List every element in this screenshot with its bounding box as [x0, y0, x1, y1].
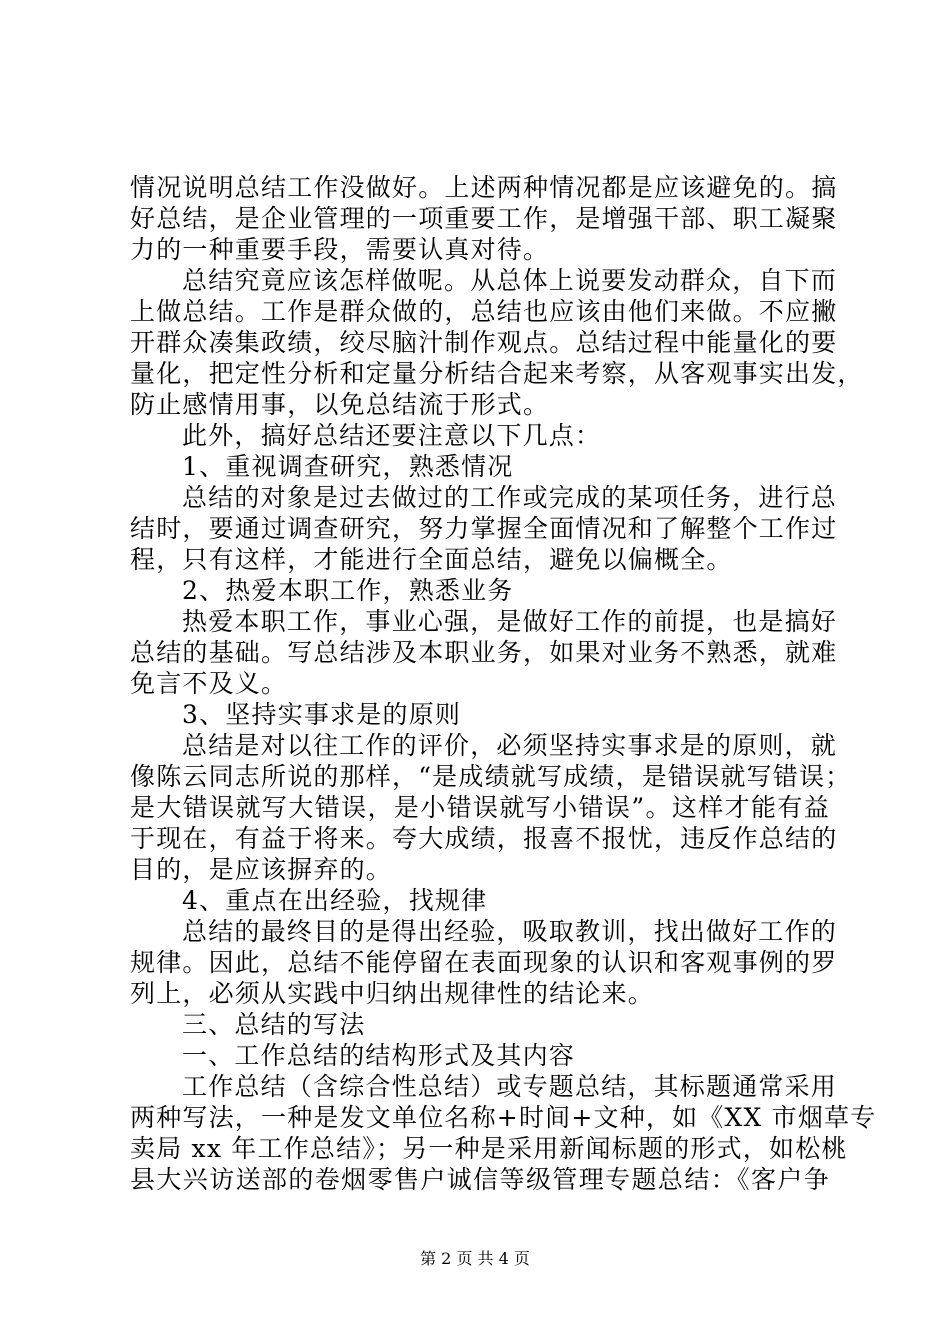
text-line: 好总结，是企业管理的一项重要工作，是增强干部、职工凝聚 [130, 204, 838, 233]
text-line: 列上，必须从实践中归纳出规律性的结论来。 [130, 979, 655, 1008]
text-line: 上做总结。工作是群众做的，总结也应该由他们来做。不应撇 [130, 297, 838, 326]
text-line: 县大兴访送部的卷烟零售户诚信等级管理专题总结：《客户争 [130, 1165, 830, 1194]
text-line: 免言不及义。 [130, 669, 288, 698]
text-line: 总结是对以往工作的评价，必须坚持实事求是的原则，就 [182, 731, 838, 760]
text-line: 于现在，有益于将来。夸大成绩，报喜不报忧，违反作总结的 [130, 824, 838, 853]
text-line: 规律。因此，总结不能停留在表面现象的认识和客观事例的罗 [130, 948, 838, 977]
text-line: 总结的基础。写总结涉及本职业务，如果对业务不熟悉，就难 [130, 638, 838, 667]
text-line: 总结的对象是过去做过的工作或完成的某项任务，进行总 [182, 483, 838, 512]
text-line: 是大错误就写大错误，是小错误就写小错误”。这样才能有益 [130, 793, 830, 822]
text-line: 热爱本职工作，事业心强，是做好工作的前提，也是搞好 [182, 607, 838, 636]
text-line: 三、总结的写法 [182, 1010, 366, 1039]
text-line: 总结究竟应该怎样做呢。从总体上说要发动群众，自下而 [182, 266, 838, 295]
document-body [130, 172, 877, 1195]
text-line: 情况说明总结工作没做好。上述两种情况都是应该避免的。搞 [130, 173, 838, 202]
text-line: 1、重视调查研究，熟悉情况 [182, 452, 514, 481]
text-line: 卖局 xx 年工作总结》；另一种是采用新闻标题的形式，如松桃 [130, 1134, 848, 1163]
text-line: 像陈云同志所说的那样，“是成绩就写成绩，是错误就写错误； [130, 762, 852, 791]
text-line: 4、重点在出经验，找规律 [182, 886, 488, 915]
text-line: 3、坚持实事求是的原则 [182, 700, 462, 729]
text-line: 一、工作总结的结构形式及其内容 [182, 1041, 576, 1070]
text-line: 量化，把定性分析和定量分析结合起来考察，从客观事实出发， [130, 359, 864, 388]
text-line: 结时，要通过调查研究，努力掌握全面情况和了解整个工作过 [130, 514, 838, 543]
text-line: 总结的最终目的是得出经验，吸取教训，找出做好工作的 [182, 917, 838, 946]
text-line: 程，只有这样，才能进行全面总结，避免以偏概全。 [130, 545, 733, 574]
text-line: 防止感情用事，以免总结流于形式。 [130, 390, 550, 419]
text-line: 工作总结（含综合性总结）或专题总结，其标题通常采用 [182, 1072, 838, 1101]
text-line: 两种写法，一种是发文单位名称+时间+文种，如《XX 市烟草专 [130, 1103, 877, 1132]
text-line: 力的一种重要手段，需要认真对待。 [130, 235, 550, 264]
page-footer: 第 2 页 共 4 页 [420, 1249, 530, 1268]
text-line: 此外，搞好总结还要注意以下几点： [182, 421, 602, 450]
text-line: 目的，是应该摒弃的。 [130, 855, 393, 884]
text-line: 开群众凑集政绩，绞尽脑汁制作观点。总结过程中能量化的要 [130, 328, 838, 357]
text-line: 2、热爱本职工作，熟悉业务 [182, 576, 514, 605]
